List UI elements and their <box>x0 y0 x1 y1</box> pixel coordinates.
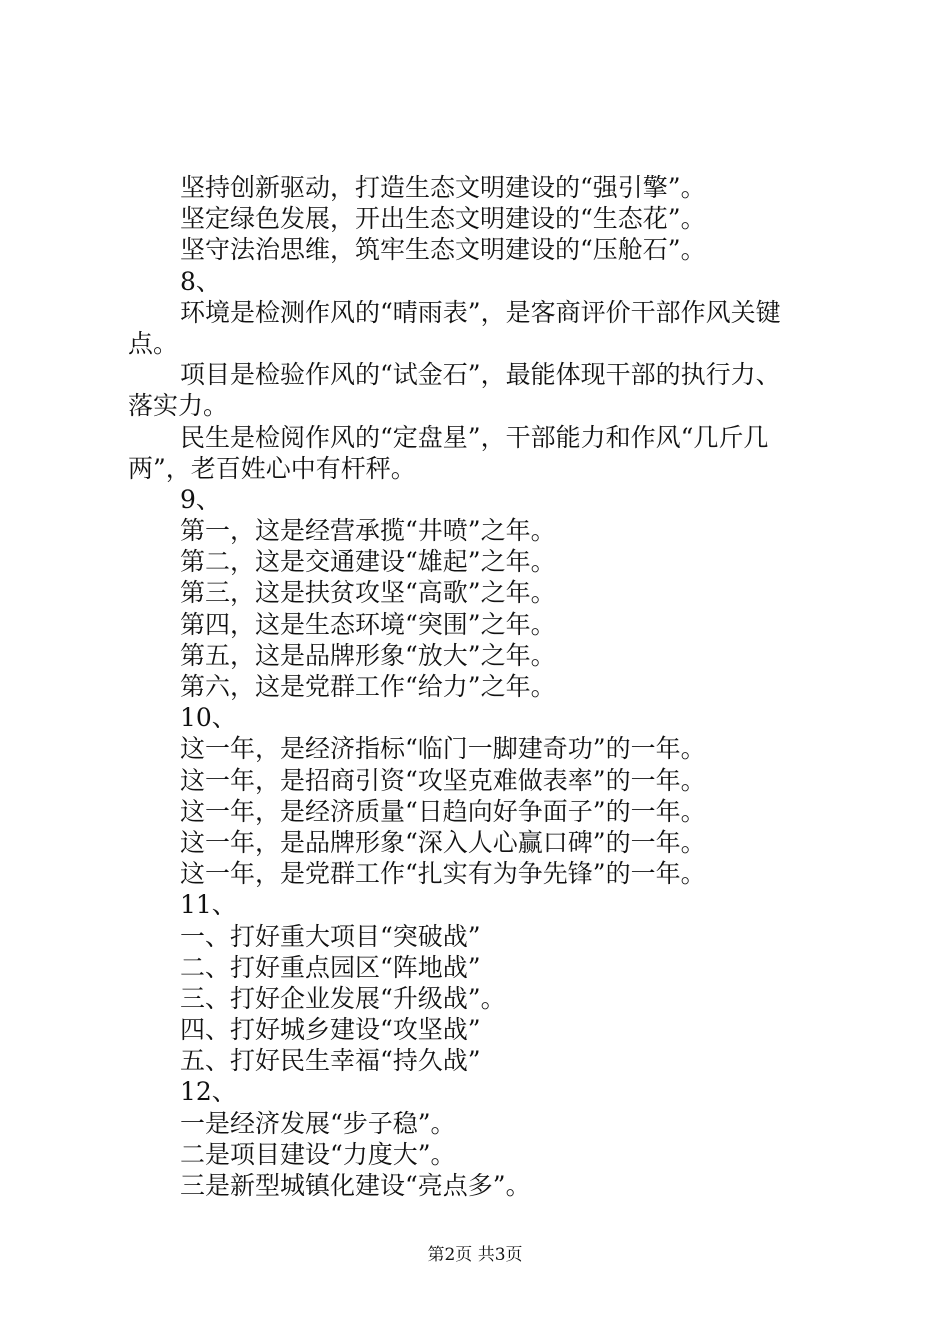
text-line: 第二，这是交通建设“雄起”之年。 <box>180 547 556 577</box>
text-line: 坚定绿色发展，开出生态文明建设的“生态花”。 <box>180 204 706 234</box>
document-body <box>128 172 838 1201</box>
text-line: 这一年，是招商引资“攻坚克难做表率”的一年。 <box>180 765 706 795</box>
section-number: 10、 <box>180 703 237 733</box>
text-line: 一、打好重大项目“突破战” <box>180 921 481 951</box>
text-line: 坚守法治思维，筑牢生态文明建设的“压舱石”。 <box>180 235 706 265</box>
text-line: 三、打好企业发展“升级战”。 <box>180 983 506 1013</box>
text-line: 第一，这是经营承揽“井喷”之年。 <box>180 516 556 546</box>
text-line: 一是经济发展“步子稳”。 <box>180 1108 456 1138</box>
text-line: 第三，这是扶贫攻坚“高歌”之年。 <box>180 578 556 608</box>
text-line: 四、打好城乡建设“攻坚战” <box>180 1015 481 1045</box>
page-footer: 第2页 共3页 <box>427 1245 523 1265</box>
text-line-continuation: 点。 <box>128 328 179 358</box>
text-line: 五、打好民生幸福“持久战” <box>180 1046 481 1076</box>
text-line: 环境是检测作风的“晴雨表”，是客商评价干部作风关键 <box>180 297 781 327</box>
text-line: 第五，这是品牌形象“放大”之年。 <box>180 640 556 670</box>
text-line: 这一年，是经济质量“日趋向好争面子”的一年。 <box>180 796 706 826</box>
text-line: 三是新型城镇化建设“亮点多”。 <box>180 1171 531 1200</box>
section-number: 12、 <box>180 1077 237 1107</box>
text-line: 这一年，是党群工作“扎实有为争先锋”的一年。 <box>180 859 706 889</box>
text-line: 第四，这是生态环境“突围”之年。 <box>180 609 556 639</box>
text-line: 民生是检阅作风的“定盘星”，干部能力和作风“几斤几 <box>180 422 769 452</box>
section-number: 9、 <box>180 484 221 514</box>
section-number: 11、 <box>180 890 237 920</box>
text-line: 这一年，是经济指标“临门一脚建奇功”的一年。 <box>180 734 706 764</box>
text-line: 这一年，是品牌形象“深入人心赢口碑”的一年。 <box>180 827 706 857</box>
text-line-continuation: 落实力。 <box>128 391 229 421</box>
text-line: 二、打好重点园区“阵地战” <box>180 952 481 982</box>
text-line: 项目是检验作风的“试金石”，最能体现干部的执行力、 <box>180 360 781 390</box>
text-line: 二是项目建设“力度大”。 <box>180 1139 456 1169</box>
section-number: 8、 <box>180 266 221 296</box>
text-line-continuation: 两”，老百姓心中有杆秤。 <box>128 453 416 483</box>
text-line: 坚持创新驱动，打造生态文明建设的“强引擎”。 <box>180 173 706 202</box>
text-line: 第六，这是党群工作“给力”之年。 <box>180 672 556 701</box>
